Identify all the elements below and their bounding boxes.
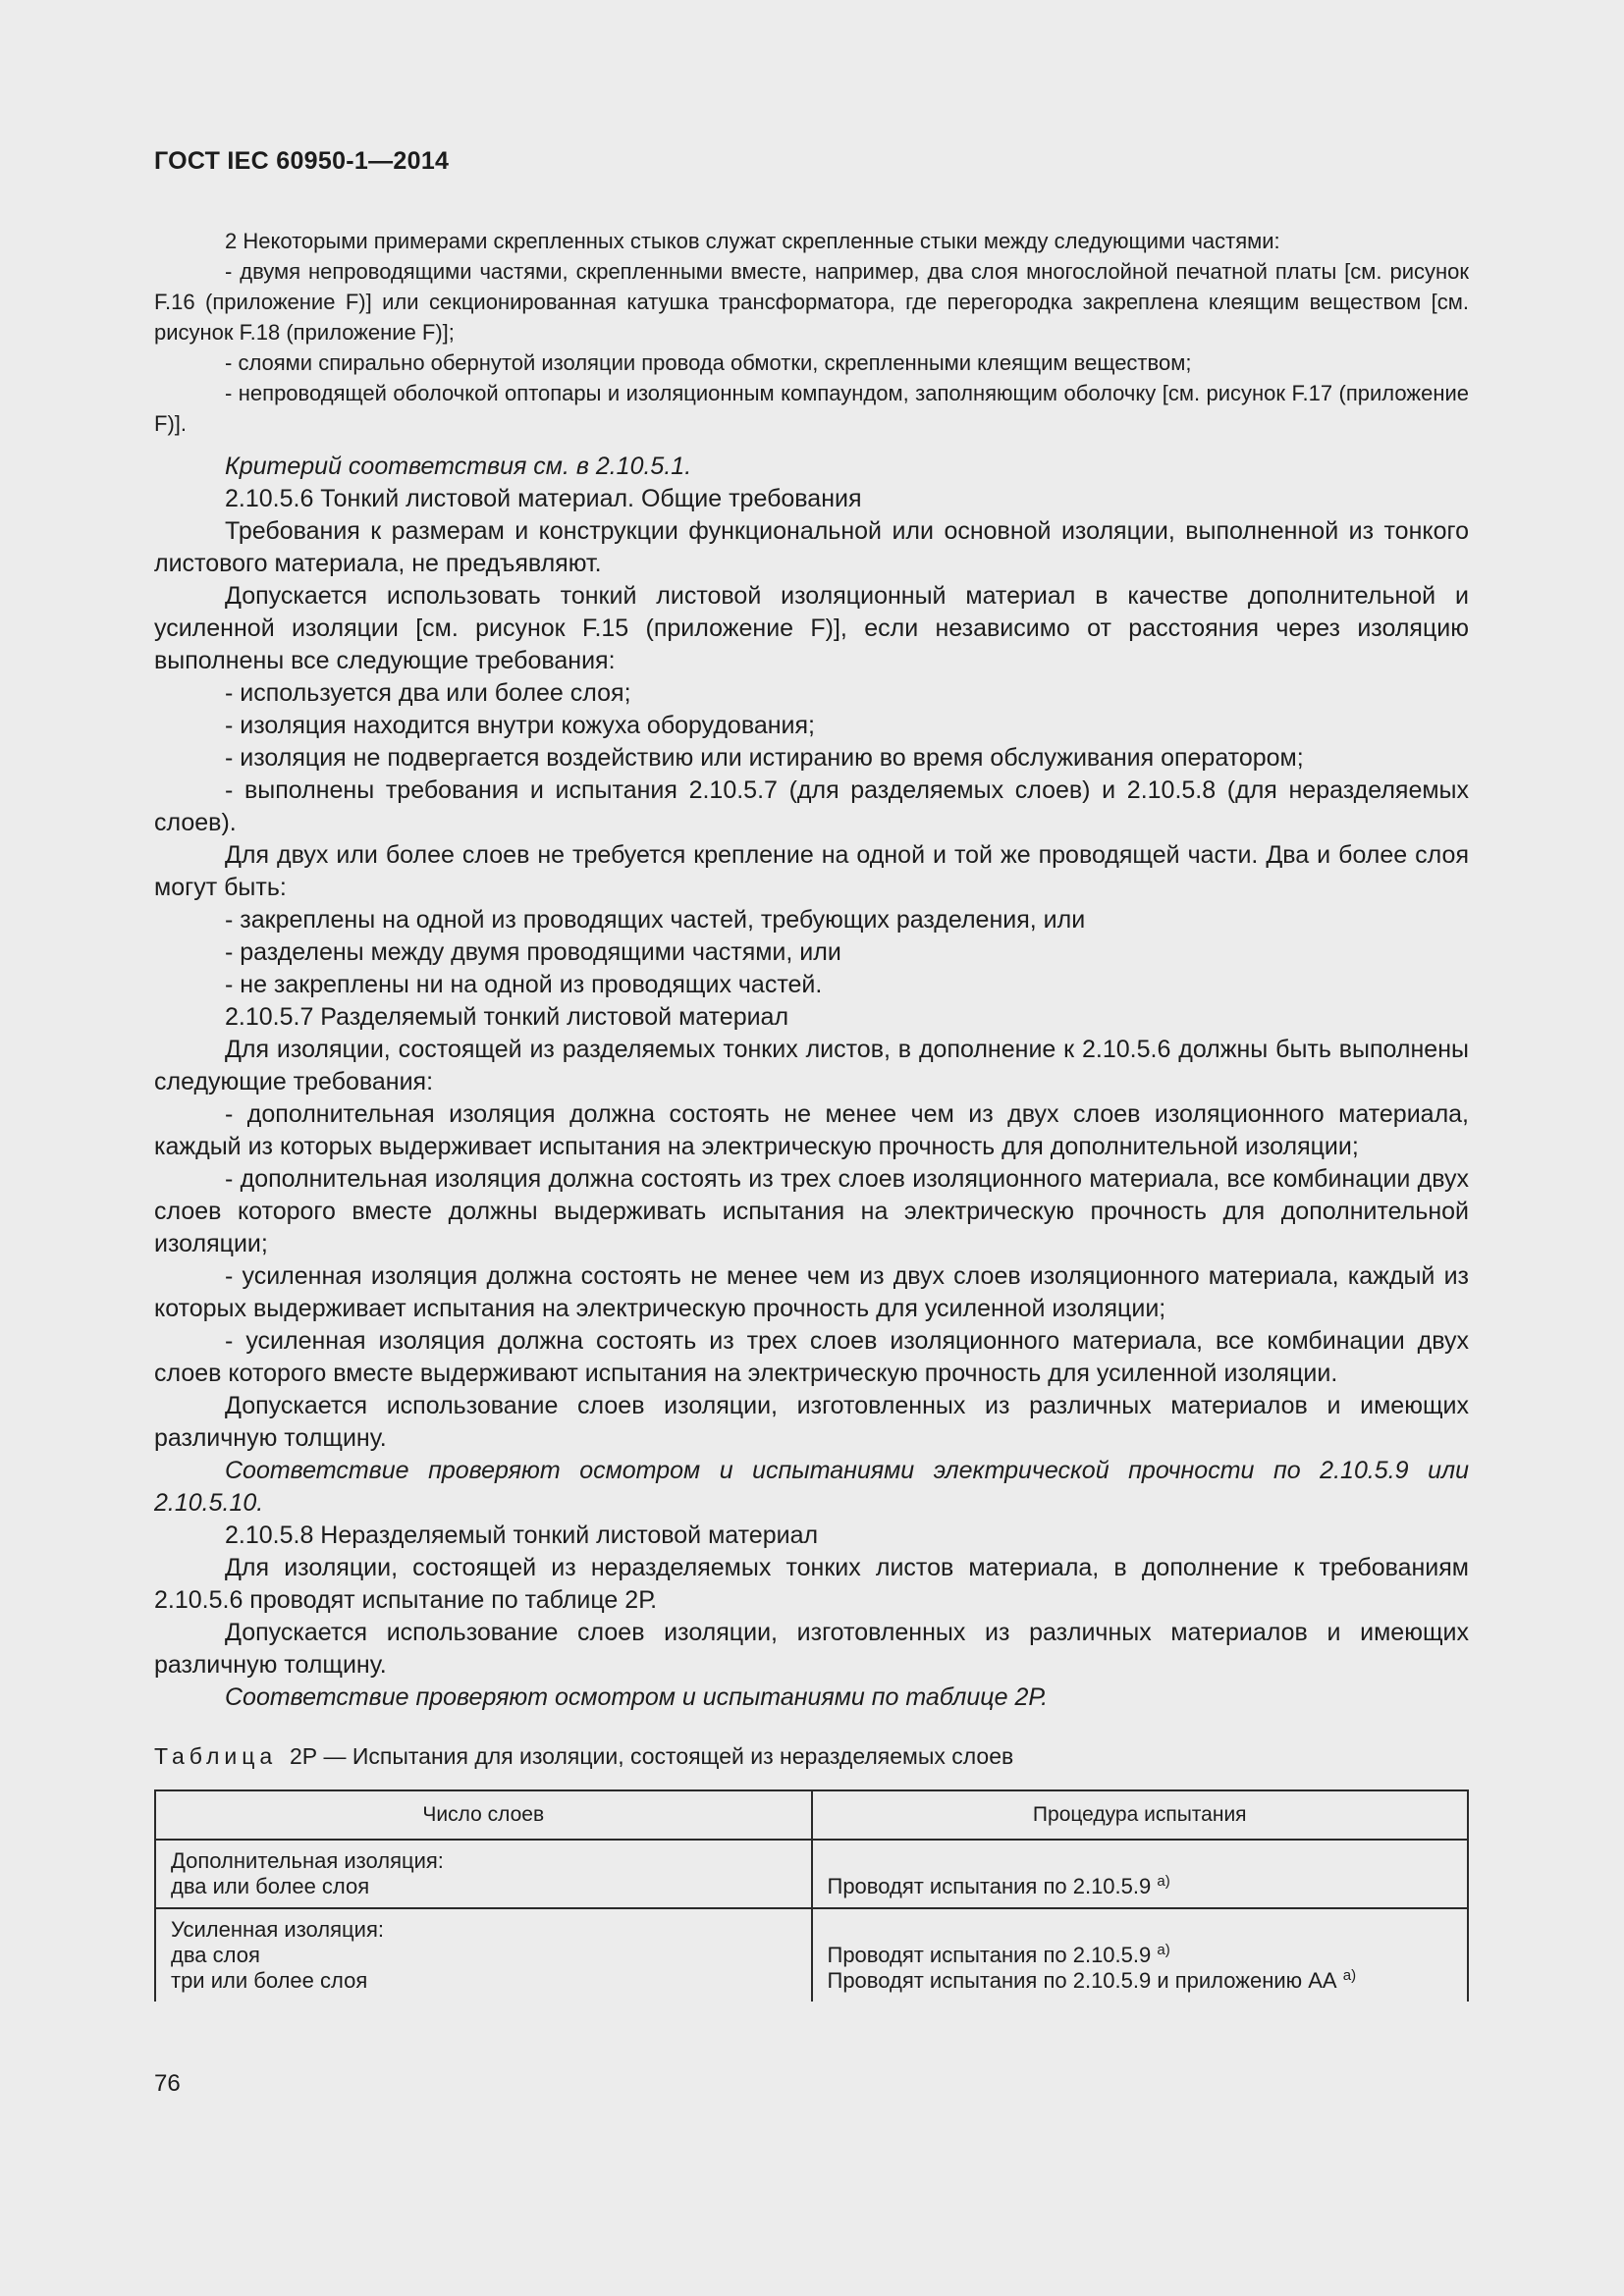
cell-text: Проводят испытания по 2.10.5.9 и приложению АА bbox=[827, 1968, 1337, 1993]
paragraph: Для двух или более слоев не требуется крепление на одной и той же проводящей части. Два и более слоя могут быть: bbox=[154, 841, 1469, 901]
list-item: - разделены между двумя проводящими частями, или bbox=[225, 938, 841, 966]
footnote-mark: а) bbox=[1157, 1873, 1170, 1890]
list-item: - дополнительная изоляция должна состоять не менее чем из двух слоев изоляционного материала, каждый из которых выдерживает испытания на электрическую прочность для дополнительной изоляции; bbox=[154, 1100, 1469, 1160]
note-block bbox=[154, 226, 1469, 439]
table-caption bbox=[154, 1743, 1469, 1770]
list-item: - выполнены требования и испытания 2.10.5.7 (для разделяемых слоев) и 2.10.5.8 (для неразделяемых слоев). bbox=[154, 776, 1469, 836]
page-content bbox=[154, 226, 1469, 2002]
table-row bbox=[155, 1908, 1468, 2002]
paragraph: Для изоляции, состоящей из неразделяемых тонких листов материала, в дополнение к требованиям 2.10.5.6 проводят испытание по таблице 2Р. bbox=[154, 1554, 1469, 1614]
cell-line: три или более слоя bbox=[171, 1968, 368, 1993]
paragraph: Допускается использование слоев изоляции, изготовленных из различных материалов и имеющих различную толщину. bbox=[154, 1619, 1469, 1679]
list-item: - изоляция не подвергается воздействию или истиранию во время обслуживания оператором; bbox=[225, 744, 1304, 772]
main-text bbox=[154, 451, 1469, 1714]
table-caption-text: 2Р — Испытания для изоляции, состоящей из неразделяемых слоев bbox=[289, 1743, 1014, 1769]
section-heading: 2.10.5.7 Разделяемый тонкий листовой материал bbox=[225, 1003, 789, 1031]
note-intro: 2 Некоторыми примерами скрепленных стыков служат скрепленные стыки между следующими частями: bbox=[225, 229, 1280, 253]
table-cell bbox=[812, 1840, 1469, 1908]
cell-line bbox=[828, 1943, 1453, 1968]
cell-line bbox=[828, 1874, 1453, 1899]
list-item: - усиленная изоляция должна состоять из трех слоев изоляционного материала, все комбинации двух слоев которого вместе выдерживают испытания на электрическую прочность для усиленной изоляции. bbox=[154, 1327, 1469, 1387]
list-item: - усиленная изоляция должна состоять не менее чем из двух слоев изоляционного материала, каждый из которых выдерживает испытания на электрическую прочность для усиленной изоляции; bbox=[154, 1262, 1469, 1322]
list-item: - используется два или более слоя; bbox=[225, 679, 631, 707]
list-item: - закреплены на одной из проводящих частей, требующих разделения, или bbox=[225, 906, 1086, 934]
cell-line: два слоя bbox=[171, 1943, 260, 1967]
note-item: - слоями спирально обернутой изоляции провода обмотки, скрепленными клеящим веществом; bbox=[225, 350, 1192, 375]
paragraph: Допускается использовать тонкий листовой изоляционный материал в качестве дополнительной и усиленной изоляции [см. рисунок F.15 (приложение F)], если независимо от расстояния через изоляцию выполнены все следующие требования: bbox=[154, 582, 1469, 674]
cell-line: Усиленная изоляция: bbox=[171, 1917, 384, 1942]
table-cell bbox=[155, 1908, 812, 2002]
paragraph: Требования к размерам и конструкции функциональной или основной изоляции, выполненной из тонкого листового материала, не предъявляют. bbox=[154, 517, 1469, 577]
list-item: - не закреплены ни на одной из проводящих частей. bbox=[225, 971, 823, 998]
list-item: - изоляция находится внутри кожуха оборудования; bbox=[225, 712, 815, 739]
section-heading: 2.10.5.8 Неразделяемый тонкий листовой материал bbox=[225, 1522, 819, 1549]
cell-line bbox=[828, 1968, 1453, 1994]
table-cell bbox=[155, 1840, 812, 1908]
list-item: - дополнительная изоляция должна состоять из трех слоев изоляционного материала, все комбинации двух слоев которого вместе должны выдерживать испытания на электрическую прочность для дополнительной изоляции; bbox=[154, 1165, 1469, 1257]
table-caption-label: Таблица bbox=[154, 1743, 278, 1769]
footnote-mark: а) bbox=[1342, 1967, 1357, 1984]
cell-line: два или более слоя bbox=[171, 1874, 370, 1898]
table-row bbox=[155, 1840, 1468, 1908]
footnote-mark: а) bbox=[1157, 1942, 1170, 1958]
section-heading: 2.10.5.6 Тонкий листовой материал. Общие требования bbox=[225, 485, 862, 512]
note-item: - непроводящей оболочкой оптопары и изоляционным компаундом, заполняющим оболочку [см. рисунок F.17 (приложение F)]. bbox=[154, 381, 1469, 436]
table-header-cell: Процедура испытания bbox=[812, 1790, 1469, 1840]
compliance-text: Соответствие проверяют осмотром и испытаниями электрической прочности по 2.10.5.9 или 2.10.5.10. bbox=[154, 1457, 1469, 1517]
document-header: ГОСТ IEC 60950-1—2014 bbox=[154, 147, 450, 175]
paragraph: Для изоляции, состоящей из разделяемых тонких листов, в дополнение к 2.10.5.6 должны быть выполнены следующие требования: bbox=[154, 1036, 1469, 1095]
cell-line: Дополнительная изоляция: bbox=[171, 1848, 444, 1873]
note-item: - двумя непроводящими частями, скрепленными вместе, например, два слоя многослойной печатной платы [см. рисунок F.16 (приложение F)] или секционированная катушка трансформатора, где перегородка закреплена клеящим веществом [см. рисунок F.18 (приложение F)]; bbox=[154, 259, 1469, 345]
page-number: 76 bbox=[154, 2070, 181, 2097]
table-header-row bbox=[155, 1790, 1468, 1840]
table-header-cell: Число слоев bbox=[155, 1790, 812, 1840]
cell-text: Проводят испытания по 2.10.5.9 bbox=[827, 1874, 1152, 1898]
table-cell bbox=[812, 1908, 1469, 2002]
tests-table bbox=[154, 1789, 1469, 2002]
cell-text: Проводят испытания по 2.10.5.9 bbox=[827, 1943, 1152, 1967]
paragraph: Критерий соответствия см. в 2.10.5.1. bbox=[225, 453, 692, 480]
compliance-text: Соответствие проверяют осмотром и испытаниями по таблице 2Р. bbox=[225, 1683, 1049, 1711]
paragraph: Допускается использование слоев изоляции, изготовленных из различных материалов и имеющих различную толщину. bbox=[154, 1392, 1469, 1452]
